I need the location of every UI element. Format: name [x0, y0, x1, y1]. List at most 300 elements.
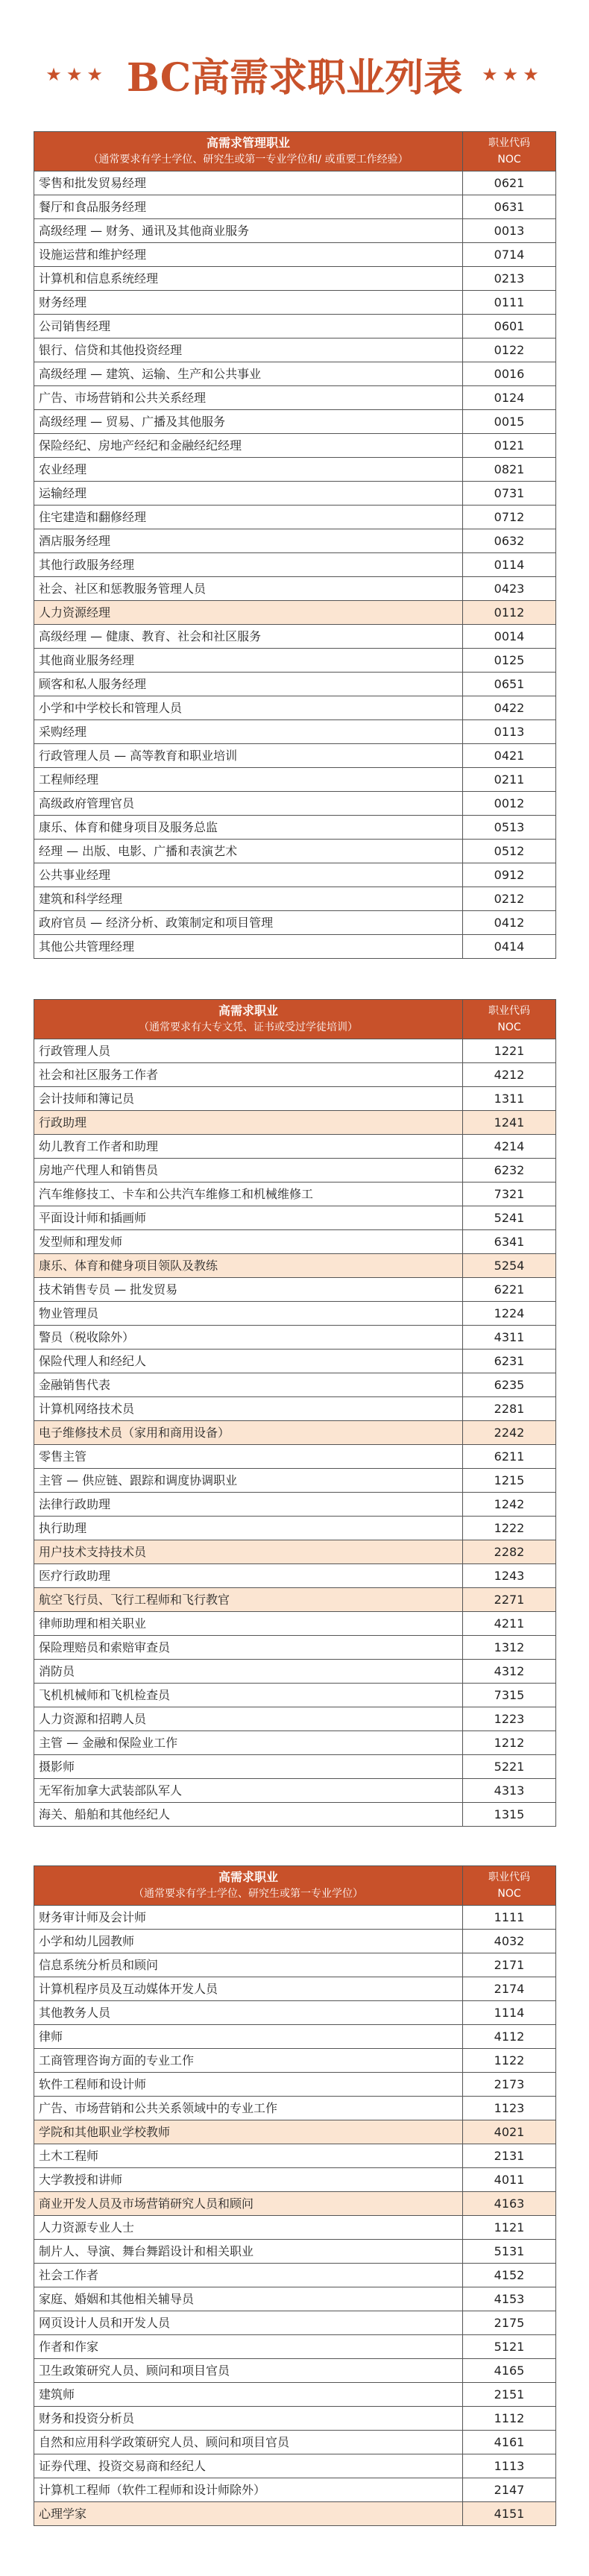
section-subheading: （通常要求有学士学位、研究生或第一专业学位和/ 或重要工作经验） [88, 154, 409, 166]
noc-code: 1121 [463, 2216, 556, 2240]
table-row [34, 1779, 556, 1803]
table-row [34, 1588, 556, 1612]
table-row [34, 2478, 556, 2502]
noc-code: 4212 [463, 1063, 556, 1087]
table-header-code [463, 1000, 556, 1039]
occupation-name: 人力资源经理 [34, 601, 463, 625]
noc-code: 1241 [463, 1111, 556, 1135]
occupation-name: 网页设计人员和开发人员 [34, 2311, 463, 2335]
noc-code: 0124 [463, 386, 556, 410]
occupation-table [34, 999, 556, 1827]
noc-code: 1114 [463, 2001, 556, 2025]
table-row [34, 2168, 556, 2192]
occupation-name: 作者和作家 [34, 2335, 463, 2359]
table-row [34, 458, 556, 482]
table-row [34, 2383, 556, 2407]
noc-code: 0731 [463, 482, 556, 506]
occupation-name: 高级政府管理官员 [34, 792, 463, 816]
noc-code: 0631 [463, 195, 556, 219]
noc-code: 0601 [463, 315, 556, 338]
occupation-name: 发型师和理发师 [34, 1230, 463, 1254]
table-row [34, 2287, 556, 2311]
occupation-name: 消防员 [34, 1660, 463, 1684]
occupation-table [34, 131, 556, 959]
occupation-name: 其他行政服务经理 [34, 553, 463, 577]
occupation-name: 信息系统分析员和顾问 [34, 1953, 463, 1977]
occupation-name: 政府官员 — 经济分析、政策制定和项目管理 [34, 911, 463, 935]
table-row [34, 1803, 556, 1827]
table-header-row [34, 132, 556, 171]
noc-code: 0513 [463, 816, 556, 840]
section-management [34, 131, 555, 959]
table-row [34, 1111, 556, 1135]
noc-code: 1242 [463, 1493, 556, 1517]
table-row [34, 2120, 556, 2144]
occupation-name: 行政管理人员 [34, 1039, 463, 1063]
table-row [34, 1930, 556, 1953]
table-row [34, 2192, 556, 2216]
table-row [34, 2025, 556, 2049]
noc-code: 1123 [463, 2097, 556, 2120]
occupation-name: 软件工程师和设计师 [34, 2073, 463, 2097]
table-row [34, 1230, 556, 1254]
noc-code: 2147 [463, 2478, 556, 2502]
table-row [34, 2073, 556, 2097]
noc-code: 2171 [463, 1953, 556, 1977]
page-header [0, 0, 589, 131]
noc-code: 0113 [463, 720, 556, 744]
table-row [34, 338, 556, 362]
occupation-name: 金融销售代表 [34, 1373, 463, 1397]
noc-code: 1113 [463, 2454, 556, 2478]
occupation-name: 房地产代理人和销售员 [34, 1159, 463, 1182]
occupation-name: 社会和社区服务工作者 [34, 1063, 463, 1087]
noc-code: 2242 [463, 1421, 556, 1445]
noc-code: 0121 [463, 434, 556, 458]
table-row [34, 506, 556, 529]
table-row [34, 577, 556, 601]
table-row [34, 482, 556, 506]
noc-code: 0414 [463, 935, 556, 959]
table-row [34, 720, 556, 744]
table-row [34, 1707, 556, 1731]
occupation-name: 保险理赔员和索赔审查员 [34, 1636, 463, 1660]
table-row [34, 792, 556, 816]
occupation-name: 银行、信贷和其他投资经理 [34, 338, 463, 362]
table-row [34, 2359, 556, 2383]
table-row [34, 2001, 556, 2025]
noc-code: 5241 [463, 1206, 556, 1230]
table-row [34, 1206, 556, 1230]
occupation-name: 执行助理 [34, 1517, 463, 1540]
noc-code: 0213 [463, 267, 556, 291]
noc-code: 1224 [463, 1302, 556, 1326]
noc-code: 0422 [463, 696, 556, 720]
table-row [34, 1612, 556, 1636]
stars-right-icon: ★★★ [482, 63, 544, 85]
noc-code: 6221 [463, 1278, 556, 1302]
noc-code: 1315 [463, 1803, 556, 1827]
noc-code: 4311 [463, 1326, 556, 1350]
occupation-name: 社会、社区和惩教服务管理人员 [34, 577, 463, 601]
occupation-name: 零售和批发贸易经理 [34, 171, 463, 195]
occupation-name: 高级经理 — 建筑、运输、生产和公共事业 [34, 362, 463, 386]
occupation-name: 摄影师 [34, 1755, 463, 1779]
noc-code: 2175 [463, 2311, 556, 2335]
table-header-row [34, 1866, 556, 1906]
table-row [34, 649, 556, 673]
noc-code: 0125 [463, 649, 556, 673]
occupation-name: 财务和投资分析员 [34, 2407, 463, 2431]
noc-code: 4165 [463, 2359, 556, 2383]
noc-code: 0821 [463, 458, 556, 482]
occupation-name: 财务经理 [34, 291, 463, 315]
code-heading: 职业代码 [488, 137, 530, 149]
table-row [34, 1397, 556, 1421]
table-row [34, 553, 556, 577]
occupation-name: 商业开发人员及市场营销研究人员和顾问 [34, 2192, 463, 2216]
noc-code: 6341 [463, 1230, 556, 1254]
section-heading: 高需求职业 [218, 1004, 278, 1018]
occupation-name: 保险代理人和经纪人 [34, 1350, 463, 1373]
occupation-name: 其他商业服务经理 [34, 649, 463, 673]
table-row [34, 1953, 556, 1977]
table-row [34, 2502, 556, 2526]
table-row [34, 911, 556, 935]
occupation-name: 经理 — 出版、电影、广播和表演艺术 [34, 840, 463, 863]
noc-code: 0632 [463, 529, 556, 553]
occupation-name: 用户技术支持技术员 [34, 1540, 463, 1564]
table-row [34, 291, 556, 315]
occupation-name: 平面设计师和插画师 [34, 1206, 463, 1230]
occupation-name: 主管 — 金融和保险业工作 [34, 1731, 463, 1755]
table-row [34, 362, 556, 386]
noc-code: 1311 [463, 1087, 556, 1111]
occupation-name: 行政助理 [34, 1111, 463, 1135]
noc-code: 2174 [463, 1977, 556, 2001]
noc-code: 4153 [463, 2287, 556, 2311]
noc-code: 2173 [463, 2073, 556, 2097]
occupation-name: 社会工作者 [34, 2264, 463, 2287]
table-row [34, 1302, 556, 1326]
occupation-name: 酒店服务经理 [34, 529, 463, 553]
noc-code: 5254 [463, 1254, 556, 1278]
occupation-name: 会计技师和簿记员 [34, 1087, 463, 1111]
occupation-name: 高级经理 — 健康、教育、社会和社区服务 [34, 625, 463, 649]
noc-code: 1243 [463, 1564, 556, 1588]
noc-code: 0111 [463, 291, 556, 315]
occupation-name: 康乐、体育和健身项目领队及教练 [34, 1254, 463, 1278]
section-heading: 高需求管理职业 [206, 136, 290, 150]
table-row [34, 2311, 556, 2335]
table-row [34, 1636, 556, 1660]
code-subheading: NOC [497, 154, 521, 166]
table-row [34, 410, 556, 434]
occupation-name: 采购经理 [34, 720, 463, 744]
table-row [34, 840, 556, 863]
occupation-name: 广告、市场营销和公共关系领域中的专业工作 [34, 2097, 463, 2120]
occupation-name: 农业经理 [34, 458, 463, 482]
table-row [34, 1469, 556, 1493]
table-row [34, 1135, 556, 1159]
table-row [34, 267, 556, 291]
occupation-name: 康乐、体育和健身项目及服务总监 [34, 816, 463, 840]
occupation-name: 无军衔加拿大武装部队军人 [34, 1779, 463, 1803]
table-row [34, 744, 556, 768]
occupation-name: 高级经理 — 贸易、广播及其他服务 [34, 410, 463, 434]
table-header-occupation [34, 1866, 463, 1906]
occupation-name: 法律行政助理 [34, 1493, 463, 1517]
occupation-name: 医疗行政助理 [34, 1564, 463, 1588]
noc-code: 7321 [463, 1182, 556, 1206]
noc-code: 0015 [463, 410, 556, 434]
occupation-name: 公司销售经理 [34, 315, 463, 338]
occupation-name: 计算机工程师（软件工程师和设计师除外） [34, 2478, 463, 2502]
table-row [34, 816, 556, 840]
table-row [34, 243, 556, 267]
table-row [34, 386, 556, 410]
noc-code: 0016 [463, 362, 556, 386]
table-row [34, 1254, 556, 1278]
occupation-name: 海关、船舶和其他经纪人 [34, 1803, 463, 1827]
occupation-name: 其他教务人员 [34, 2001, 463, 2025]
occupation-name: 律师 [34, 2025, 463, 2049]
section-degree [34, 1865, 555, 2526]
table-row [34, 2240, 556, 2264]
occupation-name: 自然和应用科学政策研究人员、顾问和项目官员 [34, 2431, 463, 2454]
occupation-name: 制片人、导演、舞台舞蹈设计和相关职业 [34, 2240, 463, 2264]
noc-code: 0421 [463, 744, 556, 768]
table-row [34, 1421, 556, 1445]
occupation-name: 行政管理人员 — 高等教育和职业培训 [34, 744, 463, 768]
occupation-name: 财务审计师及会计师 [34, 1906, 463, 1930]
occupation-name: 计算机程序员及互动媒体开发人员 [34, 1977, 463, 2001]
table-header-code [463, 1866, 556, 1906]
noc-code: 0112 [463, 601, 556, 625]
occupation-name: 零售主管 [34, 1445, 463, 1469]
noc-code: 4152 [463, 2264, 556, 2287]
noc-code: 2271 [463, 1588, 556, 1612]
noc-code: 0114 [463, 553, 556, 577]
noc-code: 2151 [463, 2383, 556, 2407]
table-row [34, 673, 556, 696]
noc-code: 0412 [463, 911, 556, 935]
noc-code: 1223 [463, 1707, 556, 1731]
noc-code: 1221 [463, 1039, 556, 1063]
noc-code: 6211 [463, 1445, 556, 1469]
occupation-name: 律师助理和相关职业 [34, 1612, 463, 1636]
table-row [34, 863, 556, 887]
table-row [34, 434, 556, 458]
occupation-name: 警员（税收除外） [34, 1326, 463, 1350]
table-row [34, 1517, 556, 1540]
occupation-name: 运输经理 [34, 482, 463, 506]
occupation-name: 高级经理 — 财务、通讯及其他商业服务 [34, 219, 463, 243]
occupation-name: 餐厅和食品服务经理 [34, 195, 463, 219]
noc-code: 2131 [463, 2144, 556, 2168]
code-heading: 职业代码 [488, 1871, 530, 1883]
noc-code: 4112 [463, 2025, 556, 2049]
occupation-name: 建筑师 [34, 2383, 463, 2407]
table-header-code [463, 132, 556, 171]
noc-code: 7315 [463, 1684, 556, 1707]
code-subheading: NOC [497, 1021, 521, 1033]
table-row [34, 2335, 556, 2359]
table-row [34, 935, 556, 959]
table-row [34, 2049, 556, 2073]
occupation-name: 幼儿教育工作者和助理 [34, 1135, 463, 1159]
noc-code: 4214 [463, 1135, 556, 1159]
table-row [34, 1660, 556, 1684]
noc-code: 1222 [463, 1517, 556, 1540]
occupation-name: 顾客和私人服务经理 [34, 673, 463, 696]
section-subheading: （通常要求有大专文凭、证书或受过学徒培训） [139, 1021, 358, 1033]
noc-code: 1112 [463, 2407, 556, 2431]
noc-code: 1122 [463, 2049, 556, 2073]
occupation-name: 航空飞行员、飞行工程师和飞行教官 [34, 1588, 463, 1612]
table-row [34, 1977, 556, 2001]
noc-code: 2282 [463, 1540, 556, 1564]
occupation-name: 计算机和信息系统经理 [34, 267, 463, 291]
table-row [34, 1278, 556, 1302]
noc-code: 0014 [463, 625, 556, 649]
table-row [34, 1564, 556, 1588]
occupation-name: 心理学家 [34, 2502, 463, 2526]
table-row [34, 195, 556, 219]
occupation-name: 建筑和科学经理 [34, 887, 463, 911]
table-row [34, 1731, 556, 1755]
noc-code: 1215 [463, 1469, 556, 1493]
table-row [34, 2216, 556, 2240]
noc-code: 4021 [463, 2120, 556, 2144]
occupation-name: 广告、市场营销和公共关系经理 [34, 386, 463, 410]
page-title: BC高需求职业列表 [126, 55, 463, 101]
occupation-name: 主管 — 供应链、跟踪和调度协调职业 [34, 1469, 463, 1493]
occupation-name: 学院和其他职业学校教师 [34, 2120, 463, 2144]
noc-code: 4312 [463, 1660, 556, 1684]
occupation-table [34, 1865, 556, 2526]
noc-code: 0012 [463, 792, 556, 816]
code-subheading: NOC [497, 1888, 521, 1900]
table-row [34, 1684, 556, 1707]
section-heading: 高需求职业 [218, 1870, 278, 1884]
occupation-name: 土木工程师 [34, 2144, 463, 2168]
occupation-name: 工商管理咨询方面的专业工作 [34, 2049, 463, 2073]
occupation-name: 设施运营和维护经理 [34, 243, 463, 267]
table-row [34, 1493, 556, 1517]
table-row [34, 1540, 556, 1564]
occupation-name: 证券代理、投资交易商和经纪人 [34, 2454, 463, 2478]
table-row [34, 171, 556, 195]
table-row [34, 1182, 556, 1206]
noc-code: 0423 [463, 577, 556, 601]
noc-code: 1111 [463, 1906, 556, 1930]
noc-code: 4011 [463, 2168, 556, 2192]
table-row [34, 887, 556, 911]
noc-code: 6232 [463, 1159, 556, 1182]
table-row [34, 696, 556, 720]
table-row [34, 1755, 556, 1779]
table-row [34, 2431, 556, 2454]
noc-code: 5221 [463, 1755, 556, 1779]
table-row [34, 2454, 556, 2478]
noc-code: 5121 [463, 2335, 556, 2359]
table-row [34, 1063, 556, 1087]
table-row [34, 2264, 556, 2287]
occupation-name: 电子维修技术员（家用和商用设备） [34, 1421, 463, 1445]
table-header-occupation [34, 1000, 463, 1039]
noc-code: 0651 [463, 673, 556, 696]
table-header-row [34, 1000, 556, 1039]
noc-code: 1212 [463, 1731, 556, 1755]
table-row [34, 2097, 556, 2120]
noc-code: 4151 [463, 2502, 556, 2526]
noc-code: 0211 [463, 768, 556, 792]
occupation-name: 小学和中学校长和管理人员 [34, 696, 463, 720]
occupation-name: 大学教授和讲师 [34, 2168, 463, 2192]
table-row [34, 1445, 556, 1469]
table-row [34, 1326, 556, 1350]
noc-code: 4163 [463, 2192, 556, 2216]
occupation-name: 家庭、婚姻和其他相关辅导员 [34, 2287, 463, 2311]
table-row [34, 1350, 556, 1373]
occupation-name: 飞机机械师和飞机检查员 [34, 1684, 463, 1707]
noc-code: 4313 [463, 1779, 556, 1803]
table-row [34, 601, 556, 625]
table-row [34, 2144, 556, 2168]
noc-code: 0621 [463, 171, 556, 195]
code-heading: 职业代码 [488, 1005, 530, 1017]
noc-code: 0512 [463, 840, 556, 863]
noc-code: 4161 [463, 2431, 556, 2454]
occupation-name: 计算机网络技术员 [34, 1397, 463, 1421]
noc-code: 0712 [463, 506, 556, 529]
section-subheading: （通常要求有学士学位、研究生或第一专业学位） [133, 1888, 363, 1900]
occupation-name: 物业管理员 [34, 1302, 463, 1326]
noc-code: 0714 [463, 243, 556, 267]
table-row [34, 768, 556, 792]
title-row [0, 46, 589, 102]
occupation-name: 公共事业经理 [34, 863, 463, 887]
table-row [34, 1159, 556, 1182]
occupation-name: 小学和幼儿园教师 [34, 1930, 463, 1953]
occupation-name: 卫生政策研究人员、顾问和项目官员 [34, 2359, 463, 2383]
occupation-name: 住宅建造和翻修经理 [34, 506, 463, 529]
table-row [34, 1906, 556, 1930]
table-row [34, 315, 556, 338]
table-row [34, 529, 556, 553]
table-row [34, 625, 556, 649]
table-row [34, 1373, 556, 1397]
occupation-name: 其他公共管理经理 [34, 935, 463, 959]
noc-code: 6235 [463, 1373, 556, 1397]
occupation-name: 汽车维修技工、卡车和公共汽车维修工和机械维修工 [34, 1182, 463, 1206]
noc-code: 4211 [463, 1612, 556, 1636]
noc-code: 6231 [463, 1350, 556, 1373]
occupation-name: 保险经纪、房地产经纪和金融经纪经理 [34, 434, 463, 458]
occupation-name: 人力资源和招聘人员 [34, 1707, 463, 1731]
noc-code: 2281 [463, 1397, 556, 1421]
table-row [34, 2407, 556, 2431]
occupation-name: 人力资源专业人士 [34, 2216, 463, 2240]
noc-code: 4032 [463, 1930, 556, 1953]
section-diploma [34, 999, 555, 1827]
occupation-name: 技术销售专员 — 批发贸易 [34, 1278, 463, 1302]
noc-code: 0212 [463, 887, 556, 911]
noc-code: 0013 [463, 219, 556, 243]
noc-code: 0912 [463, 863, 556, 887]
occupation-name: 工程师经理 [34, 768, 463, 792]
